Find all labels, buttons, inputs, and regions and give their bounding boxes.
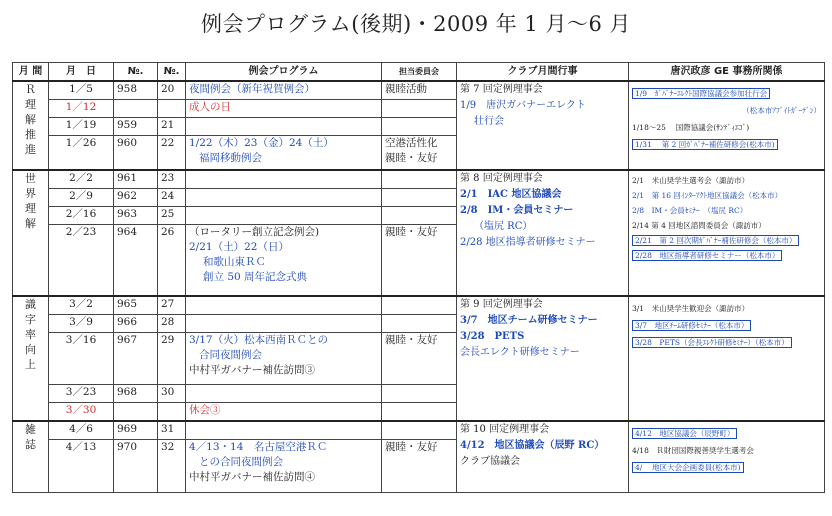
- committee-cell: [382, 81, 457, 100]
- gov-event-text: 4/18 Ｒ財団国際親善奨学生選考会: [632, 446, 754, 455]
- committee-cell: [382, 385, 457, 403]
- program-cell: [186, 136, 382, 171]
- number-cell: 964: [114, 225, 158, 297]
- club-event-line: 2/1 IAC 地区協議会: [460, 189, 562, 200]
- gov-event-text: 4/12 地区協議会（辰野町）: [632, 428, 737, 439]
- date-cell: 3／9: [49, 315, 114, 333]
- gov-event-text: 2/14 第 4 回地区諮問委員会（諏訪市）: [632, 221, 766, 230]
- club-event-line: 2/8 IM・会員セミナー: [460, 205, 574, 216]
- committee-cell: [382, 225, 457, 297]
- number-cell: 27: [158, 296, 186, 315]
- month-theme-label: 世界理解: [25, 172, 36, 230]
- gov-event-text: （松本市ｱﾌﾟｲﾄｶﾞｰﾃﾞﾝ）: [742, 106, 821, 115]
- club-events: [457, 421, 629, 493]
- gov-event-text: 1/18～25 国際協議会(ｻﾝﾃﾞｨｴｺﾞ): [632, 123, 750, 132]
- number-cell: 29: [158, 333, 186, 385]
- program-cell: [186, 421, 382, 440]
- gov-office-events: [629, 296, 825, 421]
- gov-event-line: [632, 429, 821, 439]
- club-event-line: 会長エレクト研修セミナー: [460, 347, 580, 358]
- program-table: [12, 62, 825, 493]
- committee-cell: [382, 333, 457, 385]
- date-cell: 3／30: [49, 403, 114, 422]
- table-row: [13, 296, 825, 315]
- program-cell: [186, 81, 382, 100]
- club-event-line: 3/7 地区チーム研修セミナー: [460, 315, 598, 326]
- program-cell: [186, 403, 382, 422]
- committee-cell: [382, 421, 457, 440]
- program-line: 福岡移動例会: [199, 152, 262, 164]
- number-cell: [114, 100, 158, 118]
- number-cell: 959: [114, 118, 158, 136]
- program-cell: [186, 315, 382, 333]
- table-row: [13, 170, 825, 189]
- committee-cell: [382, 403, 457, 422]
- committee-cell: [382, 100, 457, 118]
- date-cell: 1／26: [49, 136, 114, 171]
- club-event-line: 第 10 回定例理事会: [460, 424, 550, 435]
- gov-event-line: [632, 251, 821, 261]
- gov-event-line: [632, 321, 821, 331]
- col-date: 月 日: [49, 63, 114, 82]
- date-cell: 1／12: [49, 100, 114, 118]
- club-event-line: 第 8 回定例理事会: [460, 173, 543, 184]
- month-theme-label: 雑誌: [25, 423, 36, 451]
- committee-cell: [382, 118, 457, 136]
- committee-line: 空港活性化: [385, 137, 438, 149]
- date-cell: 1／19: [49, 118, 114, 136]
- club-event-line: 3/28 PETS: [460, 331, 525, 342]
- gov-event-text: 2/8 IM・会員ｾﾐﾅｰ （塩尻 RC）: [632, 206, 748, 215]
- committee-line: 親睦・友好: [385, 152, 438, 164]
- program-line: 中村平ガバナー補佐訪問③: [189, 364, 315, 376]
- gov-event-text: 1/9 ｶﾞﾊﾞﾅｰｴﾚｸﾄ国際協議会参加壮行会: [632, 88, 770, 99]
- committee-cell: [382, 296, 457, 315]
- program-line: 創立 50 周年記念式典: [203, 271, 308, 283]
- program-cell: [186, 207, 382, 225]
- month-theme-label: 識字率向上: [25, 298, 36, 371]
- number-cell: 968: [114, 385, 158, 403]
- club-event-line: 4/12 地区協議会（辰野 RC）: [460, 440, 605, 451]
- gov-event-line: [632, 338, 821, 348]
- gov-event-text: 2/1 米山奨学生選考会（諏訪市）: [632, 176, 750, 185]
- club-event-line: （塩尻 RC）: [474, 221, 533, 232]
- gov-office-events: [629, 421, 825, 493]
- page-title: 例会プログラム(後期)・2009 年 1 月～6 月: [200, 12, 632, 36]
- committee-line: 親睦・友好: [385, 334, 438, 346]
- date-cell: 2／9: [49, 189, 114, 207]
- number-cell: 958: [114, 81, 158, 100]
- gov-event-text: 2/21 第 2 回次期ｶﾞﾊﾞﾅｰ補佐研修会（松本市）: [632, 235, 799, 246]
- number-cell: 969: [114, 421, 158, 440]
- table-row: [13, 421, 825, 440]
- number-cell: 962: [114, 189, 158, 207]
- program-cell: [186, 385, 382, 403]
- committee-line: 親睦・友好: [385, 226, 438, 238]
- committee-cell: [382, 440, 457, 493]
- program-line: 合同夜間例会: [199, 349, 262, 361]
- number-cell: 25: [158, 207, 186, 225]
- program-line: 和歌山東ＲＣ: [203, 256, 266, 268]
- program-line: 4／13・14 名古屋空港ＲＣ: [189, 441, 328, 453]
- col-club: クラブ月間行事: [457, 63, 629, 82]
- program-line: 3/17（火）松本西南ＲＣとの: [189, 334, 329, 346]
- date-cell: 2／23: [49, 225, 114, 297]
- program-cell: [186, 189, 382, 207]
- table-row: [13, 81, 825, 100]
- program-line: （ロータリー創立記念例会): [189, 226, 320, 238]
- program-line: 中村平ガバナー補佐訪問④: [189, 471, 315, 483]
- committee-cell: [382, 315, 457, 333]
- gov-event-text: 2/28 地区指導者研修セミナー（松本市）: [632, 250, 782, 261]
- number-cell: 20: [158, 81, 186, 100]
- gov-event-text: 3/7 地区ﾁｰﾑ研修ｾﾐﾅｰ（松本市）: [632, 320, 751, 331]
- gov-event-line: [632, 221, 821, 231]
- month-theme: [13, 296, 49, 421]
- date-cell: 1／5: [49, 81, 114, 100]
- gov-event-line: [632, 446, 821, 456]
- number-cell: 26: [158, 225, 186, 297]
- gov-event-line: [632, 89, 821, 99]
- club-events: [457, 170, 629, 296]
- number-cell: [158, 100, 186, 118]
- club-event-line: 第 7 回定例理事会: [460, 84, 543, 95]
- gov-event-line: [632, 123, 821, 133]
- gov-event-line: [632, 206, 821, 216]
- gov-event-line: [632, 236, 821, 246]
- gov-event-line: [632, 304, 821, 314]
- gov-event-line: [632, 176, 821, 186]
- program-cell: [186, 118, 382, 136]
- committee-line: 親睦活動: [385, 83, 427, 95]
- number-cell: 23: [158, 170, 186, 189]
- program-line: 成人の日: [189, 101, 231, 113]
- number-cell: 960: [114, 136, 158, 171]
- number-cell: 961: [114, 170, 158, 189]
- col-month: 月 間: [13, 63, 49, 82]
- col-gov: 唐沢政彦 GE 事務所関係: [629, 63, 825, 82]
- program-line: 休会③: [189, 404, 221, 416]
- club-events: [457, 81, 629, 170]
- number-cell: [158, 403, 186, 422]
- gov-event-text: 2/1 第 16 回ｲﾝﾀｰｱｸﾄ地区協議会（松本市）: [632, 191, 783, 200]
- number-cell: 970: [114, 440, 158, 493]
- month-theme-label: Ｒ理解推進: [25, 83, 36, 156]
- club-event-line: 壮行会: [474, 116, 504, 127]
- club-event-line: 第 9 回定例理事会: [460, 299, 543, 310]
- committee-cell: [382, 136, 457, 171]
- program-cell: [186, 100, 382, 118]
- col-no2: №.: [158, 63, 186, 82]
- program-cell: [186, 170, 382, 189]
- club-events: [457, 296, 629, 421]
- program-line: 1/22（木）23（金）24（土）: [189, 137, 334, 149]
- date-cell: 2／2: [49, 170, 114, 189]
- number-cell: 965: [114, 296, 158, 315]
- date-cell: 4／13: [49, 440, 114, 493]
- month-theme: [13, 421, 49, 493]
- number-cell: 21: [158, 118, 186, 136]
- gov-event-text: 3/1 米山奨学生歓迎会（諏訪市）: [632, 304, 750, 313]
- club-event-line: 1/9 唐沢ガバナーエレクト: [460, 100, 586, 111]
- date-cell: 3／16: [49, 333, 114, 385]
- gov-event-line: [632, 191, 821, 201]
- program-line: との合同夜間例会: [199, 456, 283, 468]
- number-cell: 28: [158, 315, 186, 333]
- month-theme: [13, 170, 49, 296]
- number-cell: 22: [158, 136, 186, 171]
- number-cell: [114, 403, 158, 422]
- club-event-line: 2/28 地区指導者研修セミナー: [460, 237, 596, 248]
- program-line: 2/21（土）22（日）: [189, 241, 289, 253]
- program-cell: [186, 440, 382, 493]
- col-no1: №.: [114, 63, 158, 82]
- col-committee: 担当委員会: [382, 63, 457, 82]
- gov-event-line: [632, 463, 821, 473]
- club-event-line: クラブ協議会: [460, 456, 520, 467]
- program-cell: [186, 296, 382, 315]
- program-cell: [186, 333, 382, 385]
- committee-cell: [382, 170, 457, 189]
- date-cell: 2／16: [49, 207, 114, 225]
- gov-event-text: 4/ 地区大会企画委員(松本市): [632, 462, 744, 473]
- program-line: 夜間例会（新年祝賀例会）: [189, 83, 315, 95]
- gov-event-text: 1/31 第 2 回ｶﾞﾊﾞﾅｰ補佐研修会(松本市): [632, 139, 778, 150]
- date-cell: 3／2: [49, 296, 114, 315]
- gov-event-line: [632, 140, 821, 150]
- gov-event-text: 3/28 PETS（会長ｴﾚｸﾄ研修ｾﾐﾅｰ）（松本市）: [632, 337, 792, 348]
- number-cell: 32: [158, 440, 186, 493]
- date-cell: 4／6: [49, 421, 114, 440]
- month-theme: [13, 81, 49, 170]
- committee-cell: [382, 189, 457, 207]
- number-cell: 963: [114, 207, 158, 225]
- header-row: [13, 63, 825, 82]
- committee-line: 親睦・友好: [385, 441, 438, 453]
- committee-cell: [382, 207, 457, 225]
- col-program: 例会プログラム: [186, 63, 382, 82]
- gov-event-line: [632, 106, 821, 116]
- number-cell: 24: [158, 189, 186, 207]
- gov-office-events: [629, 81, 825, 170]
- number-cell: 966: [114, 315, 158, 333]
- number-cell: 31: [158, 421, 186, 440]
- program-cell: [186, 225, 382, 297]
- gov-office-events: [629, 170, 825, 296]
- date-cell: 3／23: [49, 385, 114, 403]
- number-cell: 30: [158, 385, 186, 403]
- number-cell: 967: [114, 333, 158, 385]
